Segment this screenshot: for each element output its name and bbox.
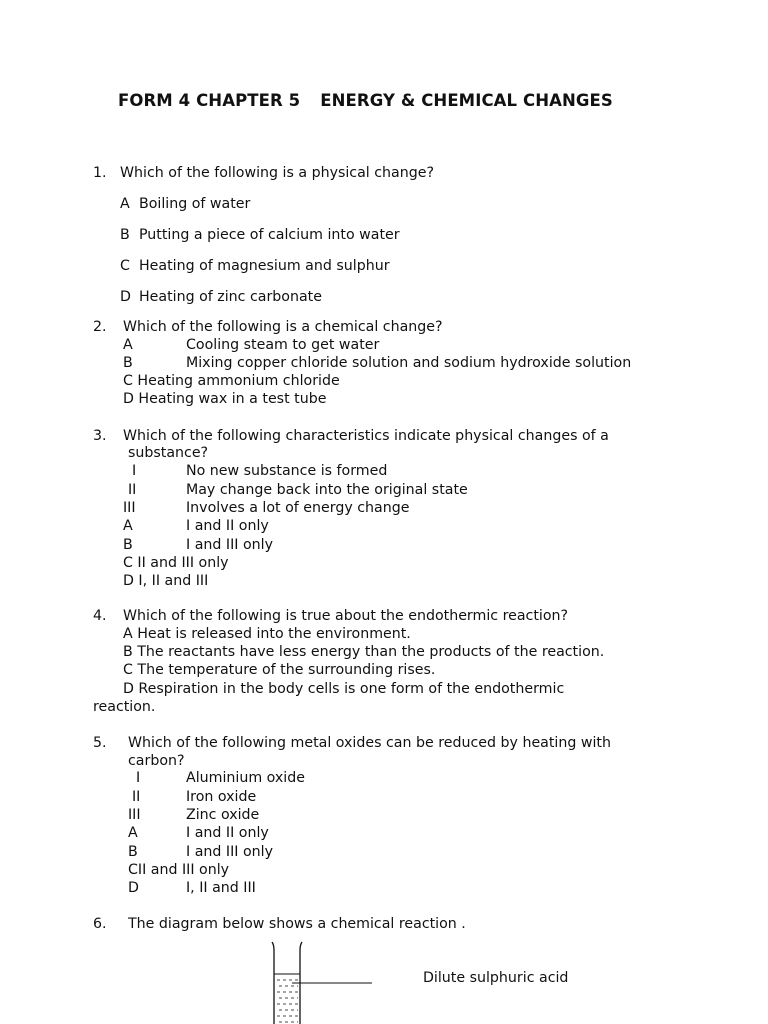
page-title xyxy=(118,92,613,110)
option-letter: C xyxy=(120,258,130,274)
statement-roman: I xyxy=(132,463,137,479)
option-letter: A xyxy=(123,518,133,534)
option-text: Mixing copper chloride solution and sodium hydroxide solution xyxy=(186,355,632,371)
option-text: I and II only xyxy=(186,825,269,841)
option-d: D Heating wax in a test tube xyxy=(123,391,327,407)
question-number: 1. xyxy=(93,165,107,181)
option-c: CII and III only xyxy=(128,862,230,878)
statement-text: Involves a lot of energy change xyxy=(186,500,410,516)
option-letter: A xyxy=(128,825,138,841)
question-text: Which of the following is a physical change? xyxy=(120,165,434,181)
option-letter: A xyxy=(123,337,133,353)
statement-text: Iron oxide xyxy=(186,789,257,805)
option-letter: B xyxy=(123,355,133,371)
option-letter: D xyxy=(120,289,131,305)
option-text: I and II only xyxy=(186,518,269,534)
option-c: C Heating ammonium chloride xyxy=(123,373,340,389)
option-text: I and III only xyxy=(186,844,273,860)
option-text: Heating of magnesium and sulphur xyxy=(139,258,390,274)
test-tube-diagram xyxy=(262,940,382,1024)
option-text: I, II and III xyxy=(186,880,256,896)
statement-text: Zinc oxide xyxy=(186,807,260,823)
option-d-line-1: D Respiration in the body cells is one form of the endothermic xyxy=(123,681,565,697)
title-part-2: ENERGY & CHEMICAL CHANGES xyxy=(320,91,613,110)
option-d: D I, II and III xyxy=(123,573,209,589)
acid-dashes xyxy=(277,980,298,1022)
statement-text: No new substance is formed xyxy=(186,463,388,479)
statement-roman: II xyxy=(132,789,141,805)
option-letter: D xyxy=(128,880,139,896)
option-text: Boiling of water xyxy=(139,196,251,212)
question-text-line-2: carbon? xyxy=(128,753,185,769)
question-text-line-1: Which of the following characteristics indicate physical changes of a xyxy=(123,428,609,444)
option-letter: B xyxy=(123,537,133,553)
statement-roman: I xyxy=(136,770,141,786)
question-number: 4. xyxy=(93,608,107,624)
title-part-1: FORM 4 CHAPTER 5 xyxy=(118,91,301,110)
question-number: 3. xyxy=(93,428,107,444)
statement-roman: III xyxy=(128,807,141,823)
option-c: C The temperature of the surrounding rises. xyxy=(123,662,436,678)
option-letter: B xyxy=(120,227,130,243)
option-c: C II and III only xyxy=(123,555,229,571)
option-a: A Heat is released into the environment. xyxy=(123,626,411,642)
option-text: I and III only xyxy=(186,537,273,553)
statement-text: Aluminium oxide xyxy=(186,770,305,786)
option-d-line-2: reaction. xyxy=(93,699,156,715)
option-b: B The reactants have less energy than the products of the reaction. xyxy=(123,644,605,660)
option-letter: A xyxy=(120,196,130,212)
option-text: Putting a piece of calcium into water xyxy=(139,227,400,243)
option-letter: B xyxy=(128,844,138,860)
question-text: Which of the following is a chemical change? xyxy=(123,319,443,335)
question-text: Which of the following is true about the endothermic reaction? xyxy=(123,608,569,624)
question-text-line-1: Which of the following metal oxides can be reduced by heating with xyxy=(128,735,611,751)
statement-text: May change back into the original state xyxy=(186,482,468,498)
question-text-line-2: substance? xyxy=(128,445,209,461)
question-number: 6. xyxy=(93,916,107,932)
statement-roman: II xyxy=(128,482,137,498)
question-number: 5. xyxy=(93,735,107,751)
diagram-label: Dilute sulphuric acid xyxy=(423,970,569,986)
question-text: The diagram below shows a chemical reaction . xyxy=(128,916,466,932)
statement-roman: III xyxy=(123,500,136,516)
option-text: Heating of zinc carbonate xyxy=(139,289,322,305)
question-number: 2. xyxy=(93,319,107,335)
option-text: Cooling steam to get water xyxy=(186,337,380,353)
